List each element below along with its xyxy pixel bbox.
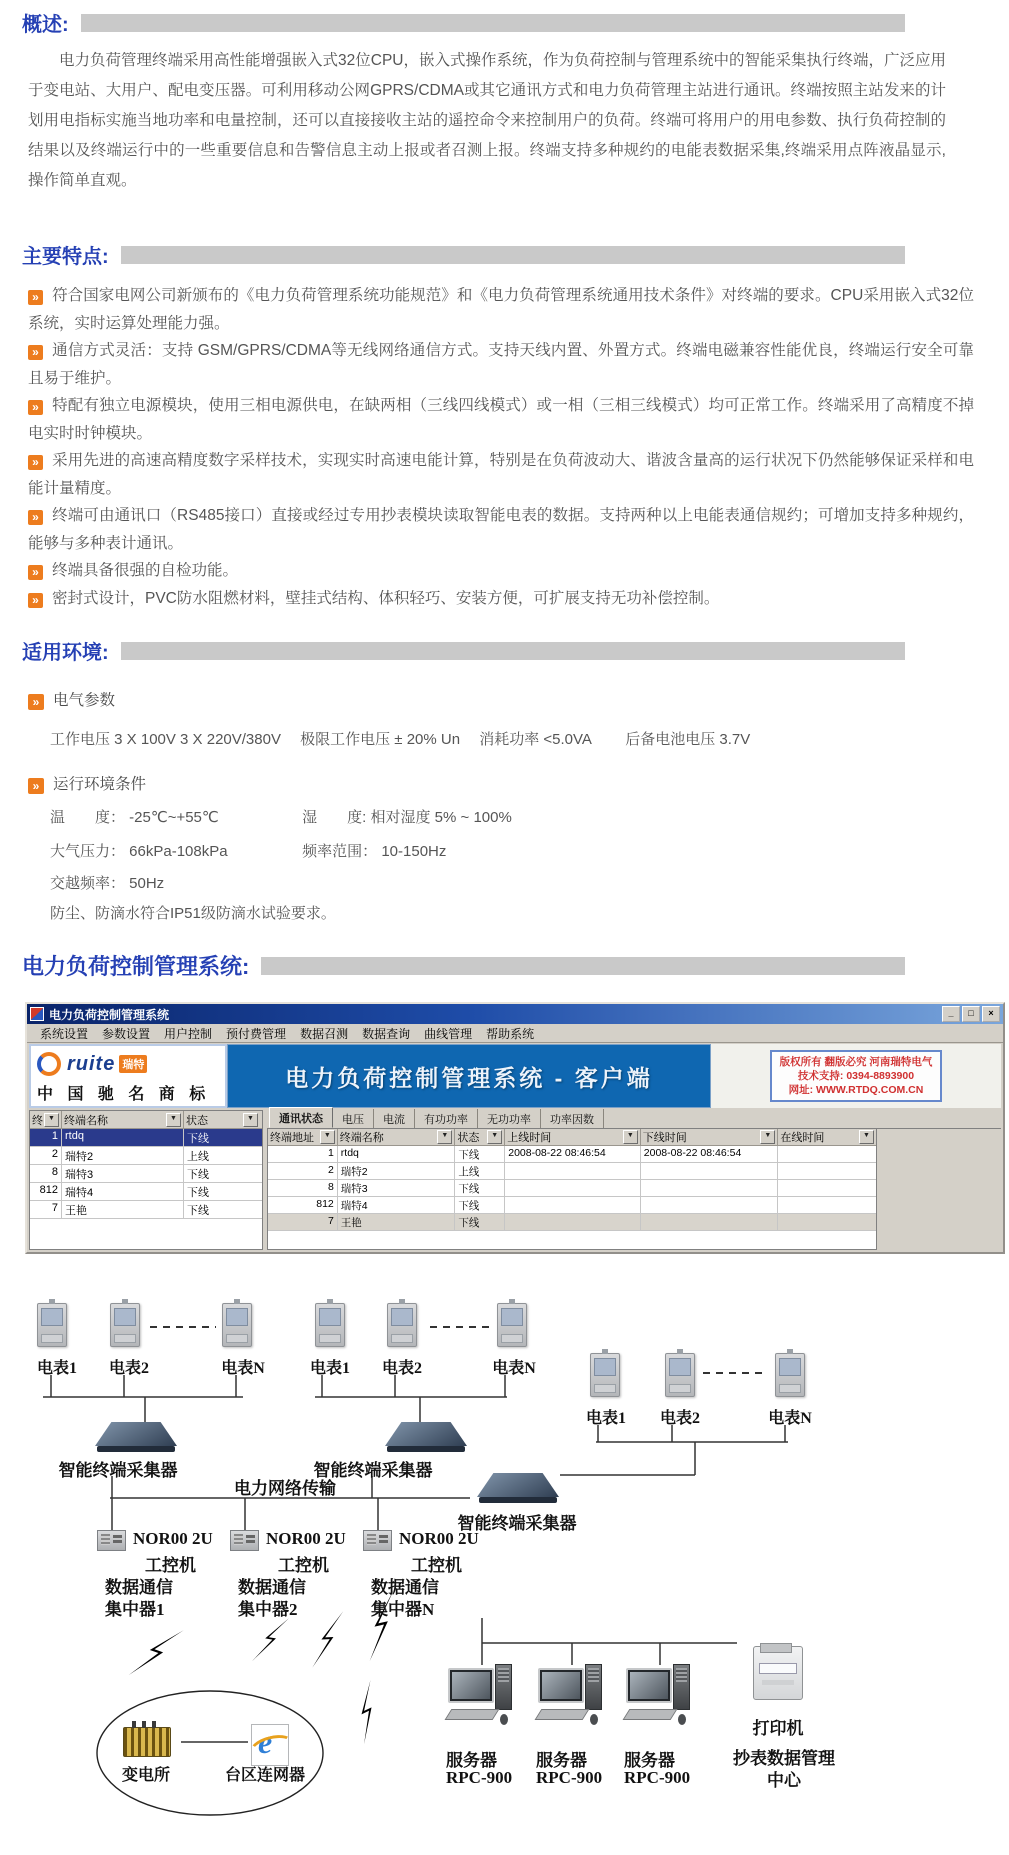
- column-header-terminal-name[interactable]: [338, 1129, 456, 1145]
- meter-label: 电表2: [108, 1360, 149, 1377]
- column-header-status[interactable]: [184, 1111, 260, 1128]
- cell-status: 下线: [187, 1133, 209, 1145]
- cell-name: 瑞特3: [62, 1165, 184, 1182]
- concentrator-label: 数据通信: [238, 1578, 306, 1597]
- server-model-label: RPC-900: [446, 1768, 513, 1787]
- minimize-button[interactable]: _: [942, 1006, 960, 1022]
- list-item: [28, 447, 974, 502]
- grid-empty-area: [877, 1128, 1001, 1250]
- tab-current[interactable]: 电流: [374, 1109, 415, 1128]
- feature-text: 终端具备很强的自检功能。: [52, 562, 239, 579]
- meter-label: 电表1: [585, 1410, 626, 1427]
- terminal-list-header: [30, 1111, 262, 1129]
- cell-status: 上线: [455, 1163, 505, 1179]
- info-panel: [711, 1044, 1001, 1108]
- menu-item-user-control[interactable]: 用户控制: [164, 1026, 213, 1041]
- energy-meter-icon: [222, 1303, 252, 1347]
- tab-voltage[interactable]: 电压: [333, 1109, 374, 1128]
- cell-offline-time: [641, 1163, 779, 1179]
- header-bar: [121, 642, 905, 660]
- dropdown-arrow-icon[interactable]: ▼: [44, 1113, 59, 1127]
- feature-text: 符合国家电网公司新颁布的《电力负荷管理系统功能规范》和《电力负荷管理系统通用技术条件》对终端的要求。CPU采用嵌入式32位系统，实时运算处理能力强。: [28, 287, 974, 332]
- app-icon: [30, 1007, 44, 1021]
- cell-name: 瑞特4: [338, 1197, 456, 1213]
- brand-name-cn: 瑞特: [119, 1055, 147, 1073]
- table-row[interactable]: [30, 1147, 262, 1165]
- collector-device-icon: [385, 1422, 467, 1454]
- cell-id: 812: [30, 1183, 62, 1200]
- substation-label: 变电所: [121, 1767, 170, 1784]
- menu-item-help[interactable]: 帮助系统: [486, 1026, 535, 1041]
- list-item: [28, 557, 974, 585]
- cell-duration: [778, 1146, 876, 1162]
- env-value: 频率范围： 10-150Hz: [302, 843, 447, 860]
- ipc-name-label: 工控机: [145, 1556, 196, 1575]
- features-title: 主要特点:: [22, 246, 109, 268]
- operating-conditions-heading: [28, 772, 146, 794]
- column-label: 下线时间: [642, 1132, 687, 1144]
- brand-name: ruite: [67, 1052, 116, 1075]
- column-label: 终: [32, 1114, 43, 1127]
- table-row[interactable]: [30, 1201, 262, 1219]
- column-header-offline-time[interactable]: [641, 1129, 779, 1145]
- dropdown-arrow-icon[interactable]: ▼: [760, 1130, 775, 1144]
- internet-gateway-icon: e: [251, 1724, 289, 1766]
- column-label: 终端名称: [339, 1132, 384, 1144]
- cell-offline-time: [641, 1214, 779, 1230]
- server-label: 服务器: [536, 1751, 587, 1770]
- cell-address: 812: [268, 1197, 338, 1213]
- industrial-pc-icon: [230, 1530, 259, 1551]
- list-item: [28, 585, 974, 613]
- meter-label: 电表N: [768, 1410, 812, 1427]
- dropdown-arrow-icon[interactable]: ▼: [623, 1130, 638, 1144]
- table-row[interactable]: [30, 1183, 262, 1201]
- collector-label: 智能终端采集器: [313, 1461, 433, 1480]
- menu-item-system-settings[interactable]: 系统设置: [40, 1026, 89, 1041]
- column-label: 在线时间: [780, 1132, 825, 1144]
- collector-device-icon: [95, 1422, 177, 1454]
- environment-title: 适用环境:: [22, 642, 109, 664]
- env-value: 大气压力： 66kPa-108kPa: [50, 843, 228, 860]
- overview-paragraph: 电力负荷管理终端采用高性能增强嵌入式32位CPU，嵌入式操作系统，作为负荷控制与管理系统中的智能采集执行终端，广泛应用于变电站、大用户、配电变压器。可利用移动公网GPRS/CDMA或其它通讯方式和电力负荷管理主站进行通讯。终端按照主站发来的计划用电指标实施当地功率和电量控制，还可以直接接收主站的遥控命令来控制用户的负荷。终端可将用户的用电参数、执行负荷控制的结果以及终端运行中的一些重要信息和告警信息主动上报或者召测上报。终端支持多种规约的电能表数据采集,终端采用点阵液晶显示,操作简单直观。: [28, 52, 946, 189]
- server-workstation-icon: [448, 1664, 514, 1738]
- column-header-online-time[interactable]: [505, 1129, 641, 1145]
- cell-offline-time: 2008-08-22 08:46:54: [641, 1146, 779, 1162]
- cell-duration: [778, 1214, 876, 1230]
- status-panel: [267, 1110, 1001, 1250]
- ipc-name-label: 工控机: [411, 1556, 462, 1575]
- maximize-button[interactable]: □: [962, 1006, 980, 1022]
- header-bar: [121, 246, 905, 264]
- ipc-name-label: 工控机: [278, 1556, 329, 1575]
- chevron-bullet-icon: »: [28, 345, 43, 360]
- env-value: 交越频率： 50Hz: [50, 875, 165, 892]
- support-phone: 技术支持: 0394-8893900: [797, 1070, 915, 1082]
- chevron-bullet-icon: »: [28, 400, 43, 415]
- cell-status: 下线: [187, 1205, 209, 1217]
- tab-strip: [267, 1110, 1001, 1128]
- tab-comm-status[interactable]: 通讯状态: [269, 1107, 333, 1128]
- cell-offline-time: [641, 1180, 779, 1196]
- close-button[interactable]: ×: [982, 1006, 1000, 1022]
- menu-item-data-recall[interactable]: 数据召测: [300, 1026, 349, 1041]
- cell-name: 王艳: [338, 1214, 456, 1230]
- table-row[interactable]: [30, 1129, 262, 1147]
- cell-name: 瑞特2: [62, 1147, 184, 1164]
- meter-label: 电表N: [492, 1360, 536, 1377]
- table-row[interactable]: [268, 1214, 876, 1231]
- copyright-line: 版权所有 翻版必究 河南瑞特电气: [779, 1056, 933, 1068]
- env-value: 温 度： -25℃~+55℃: [50, 809, 219, 826]
- column-label: 状态: [457, 1132, 480, 1144]
- server-label: 服务器: [624, 1751, 675, 1770]
- concentrator-label: 数据通信: [105, 1578, 173, 1597]
- energy-meter-icon: [775, 1353, 805, 1397]
- column-header-terminal-address[interactable]: [268, 1129, 338, 1145]
- table-row[interactable]: [268, 1163, 876, 1180]
- feature-text: 采用先进的高速高精度数字采样技术，实现实时高速电能计算，特别是在负荷波动大、谐波含量高的运行状况下仍然能够保证采样和电能计量精度。: [28, 452, 974, 497]
- list-item: [28, 337, 974, 392]
- column-label: 上线时间: [507, 1132, 552, 1144]
- concentrator-label: 集中器1: [105, 1600, 165, 1619]
- copyright-box: [770, 1050, 943, 1102]
- env-row-ip-rating: [50, 902, 336, 923]
- brand-tagline: 中 国 驰 名 商 标: [37, 1086, 211, 1103]
- tab-active-power[interactable]: 有功功率: [415, 1109, 478, 1128]
- electrical-params-line: 工作电压 3 X 100V 3 X 220V/380V 极限工作电压 ± 20% Un 消耗功率 <5.0VA 后备电池电压 3.7V: [50, 731, 751, 748]
- table-row[interactable]: [30, 1165, 262, 1183]
- meter-label: 电表2: [381, 1360, 422, 1377]
- system-title: 电力负荷控制管理系统:: [22, 954, 250, 979]
- menu-bar: [27, 1024, 1003, 1043]
- column-label: 状态: [186, 1114, 208, 1127]
- cell-online-time: 2008-08-22 08:46:54: [505, 1146, 641, 1162]
- section-header-overview: [22, 8, 905, 37]
- list-item: [28, 282, 974, 337]
- printer-label: 打印机: [752, 1719, 804, 1738]
- env-value: 湿 度: 相对湿度 5% ~ 100%: [302, 809, 512, 826]
- meter-label: 电表1: [309, 1360, 350, 1377]
- cell-online-time: [505, 1197, 641, 1213]
- collector-device-icon: [477, 1473, 559, 1505]
- industrial-pc-icon: [97, 1530, 126, 1551]
- feature-text: 密封式设计，PVC防水阻燃材料，壁挂式结构、体积轻巧、安装方便，可扩展支持无功补偿控制。: [52, 589, 720, 607]
- energy-meter-icon: [387, 1303, 417, 1347]
- cell-id: 2: [30, 1147, 62, 1164]
- energy-meter-icon: [497, 1303, 527, 1347]
- status-grid: [267, 1128, 877, 1250]
- cell-duration: [778, 1197, 876, 1213]
- server-workstation-icon: [626, 1664, 692, 1738]
- chevron-bullet-icon: »: [28, 593, 43, 608]
- printer-icon: [753, 1646, 803, 1700]
- management-center-label: 抄表数据管理: [733, 1749, 835, 1768]
- cell-duration: [778, 1180, 876, 1196]
- cell-name: 瑞特3: [338, 1180, 456, 1196]
- concentrator-label: 集中器2: [238, 1600, 298, 1619]
- dropdown-arrow-icon[interactable]: ▼: [859, 1130, 874, 1144]
- window-header-band: [29, 1044, 1001, 1108]
- energy-meter-icon: [590, 1353, 620, 1397]
- cell-online-time: [505, 1163, 641, 1179]
- cell-name: 王艳: [62, 1201, 184, 1218]
- list-item: [28, 502, 974, 557]
- cell-status: 下线: [187, 1169, 209, 1181]
- env-row-crossover: [50, 872, 298, 893]
- column-header-terminal[interactable]: [30, 1111, 62, 1128]
- website-url: 网址: WWW.RTDQ.COM.CN: [788, 1084, 924, 1096]
- feature-text: 终端可由通讯口（RS485接口）直接或经过专用抄表模块读取智能电表的数据。支持两种以上电能表通信规约；可增加支持多种规约，能够与多种表计通讯。: [28, 507, 974, 552]
- energy-meter-icon: [315, 1303, 345, 1347]
- cell-name: rtdq: [62, 1129, 184, 1146]
- concentrator-label: 集中器N: [371, 1600, 435, 1619]
- status-grid-header: [268, 1129, 876, 1146]
- cell-offline-time: [641, 1197, 779, 1213]
- cell-status: 上线: [187, 1151, 209, 1163]
- cell-status: 下线: [455, 1180, 505, 1196]
- column-header-duration[interactable]: [778, 1129, 876, 1145]
- chevron-bullet-icon: »: [28, 290, 43, 305]
- management-center-label: 中心: [767, 1771, 801, 1790]
- cell-id: 8: [30, 1165, 62, 1182]
- cell-status: 下线: [455, 1214, 505, 1230]
- cell-name: 瑞特2: [338, 1163, 456, 1179]
- cell-id: 1: [30, 1129, 62, 1146]
- cell-online-time: [505, 1180, 641, 1196]
- server-label: 服务器: [446, 1751, 497, 1770]
- electrical-params-heading: [28, 688, 115, 710]
- meter-label: 电表1: [36, 1360, 77, 1377]
- table-row[interactable]: [268, 1197, 876, 1214]
- cell-address: 8: [268, 1180, 338, 1196]
- meter-label: 电表2: [659, 1410, 700, 1427]
- collector-label: 智能终端采集器: [457, 1514, 577, 1533]
- energy-meter-icon: [665, 1353, 695, 1397]
- dropdown-arrow-icon[interactable]: ▼: [320, 1130, 335, 1144]
- section-header-environment: [22, 636, 905, 665]
- dropdown-arrow-icon[interactable]: ▼: [437, 1130, 452, 1144]
- energy-meter-icon: [37, 1303, 67, 1347]
- header-bar: [261, 957, 905, 975]
- collector-label: 智能终端采集器: [58, 1461, 178, 1480]
- tab-power-factor[interactable]: 功率因数: [541, 1109, 604, 1128]
- feature-text: 通信方式灵活：支持 GSM/GPRS/CDMA等无线网络通信方式。支持天线内置、外置方式。终端电磁兼容性能优良，终端运行安全可靠且易于维护。: [28, 342, 974, 387]
- menu-item-prepaid-management[interactable]: 预付费管理: [226, 1026, 287, 1041]
- subhead-text: 运行环境条件: [53, 776, 147, 793]
- overview-title: 概述:: [22, 14, 69, 36]
- cell-status: 下线: [187, 1187, 209, 1199]
- meter-label: 电表N: [221, 1360, 265, 1377]
- power-network-label: 电力网络传输: [234, 1479, 336, 1498]
- column-header-status[interactable]: [455, 1129, 505, 1145]
- chevron-bullet-icon: »: [28, 565, 43, 580]
- chevron-bullet-icon: »: [28, 510, 43, 525]
- dropdown-arrow-icon[interactable]: ▼: [243, 1113, 258, 1127]
- column-label: 终端地址: [270, 1132, 314, 1144]
- menu-item-data-query[interactable]: 数据查询: [362, 1026, 411, 1041]
- features-list: [28, 282, 974, 612]
- server-model-label: RPC-900: [624, 1768, 691, 1787]
- env-row-temperature: [50, 806, 512, 827]
- cell-name: rtdq: [338, 1146, 456, 1162]
- server-workstation-icon: [538, 1664, 604, 1738]
- section-header-system: [22, 950, 905, 981]
- cell-id: 7: [30, 1201, 62, 1218]
- feature-text: 特配有独立电源模块，使用三相电源供电，在缺两相（三线四线模式）或一相（三相三线模式）均可正常工作。终端采用了高精度不掉电实时时钟模块。: [28, 397, 974, 442]
- dropdown-arrow-icon[interactable]: ▼: [166, 1113, 181, 1127]
- list-item: [28, 392, 974, 447]
- column-label: 终端名称: [64, 1114, 108, 1127]
- chevron-bullet-icon: »: [28, 455, 43, 470]
- env-value: 防尘、防滴水符合IP51级防滴水试验要求。: [50, 905, 336, 922]
- section-header-features: [22, 240, 905, 269]
- cell-address: 2: [268, 1163, 338, 1179]
- cell-status: 下线: [455, 1197, 505, 1213]
- brand-logo-box: [29, 1044, 227, 1108]
- window-titlebar[interactable]: [27, 1004, 1003, 1024]
- chevron-bullet-icon: »: [28, 778, 44, 794]
- app-banner-title: 电力负荷控制管理系统 - 客户端: [227, 1044, 711, 1108]
- brand-logo-icon: [37, 1052, 61, 1076]
- chevron-bullet-icon: »: [28, 694, 44, 710]
- ipc-model-label: NOR00 2U: [399, 1529, 479, 1548]
- industrial-pc-icon: [363, 1530, 392, 1551]
- energy-meter-icon: [110, 1303, 140, 1347]
- subhead-text: 电气参数: [53, 692, 116, 709]
- gateway-label: 台区连网器: [224, 1767, 305, 1784]
- cell-name: 瑞特4: [62, 1183, 184, 1200]
- header-bar: [81, 14, 905, 32]
- cell-status: 下线: [455, 1146, 505, 1162]
- app-window: [25, 1002, 1005, 1254]
- table-row[interactable]: [268, 1180, 876, 1197]
- cell-duration: [778, 1163, 876, 1179]
- server-model-label: RPC-900: [536, 1768, 603, 1787]
- ipc-model-label: NOR00 2U: [133, 1529, 213, 1548]
- table-row[interactable]: [268, 1146, 876, 1163]
- menu-item-parameter-settings[interactable]: 参数设置: [102, 1026, 151, 1041]
- system-topology-diagram: [0, 1268, 1009, 1855]
- concentrator-label: 数据通信: [371, 1578, 439, 1597]
- cell-address: 1: [268, 1146, 338, 1162]
- ipc-model-label: NOR00 2U: [266, 1529, 346, 1548]
- env-row-pressure: [50, 840, 446, 861]
- menu-item-curve-management[interactable]: 曲线管理: [424, 1026, 473, 1041]
- dropdown-arrow-icon[interactable]: ▼: [487, 1130, 502, 1144]
- tab-reactive-power[interactable]: 无功功率: [478, 1109, 541, 1128]
- column-header-terminal-name[interactable]: [62, 1111, 184, 1128]
- transformer-icon: [123, 1727, 171, 1757]
- cell-address: 7: [268, 1214, 338, 1230]
- terminal-list-panel: [29, 1110, 263, 1250]
- window-title: 电力负荷控制管理系统: [49, 1007, 170, 1022]
- cell-online-time: [505, 1214, 641, 1230]
